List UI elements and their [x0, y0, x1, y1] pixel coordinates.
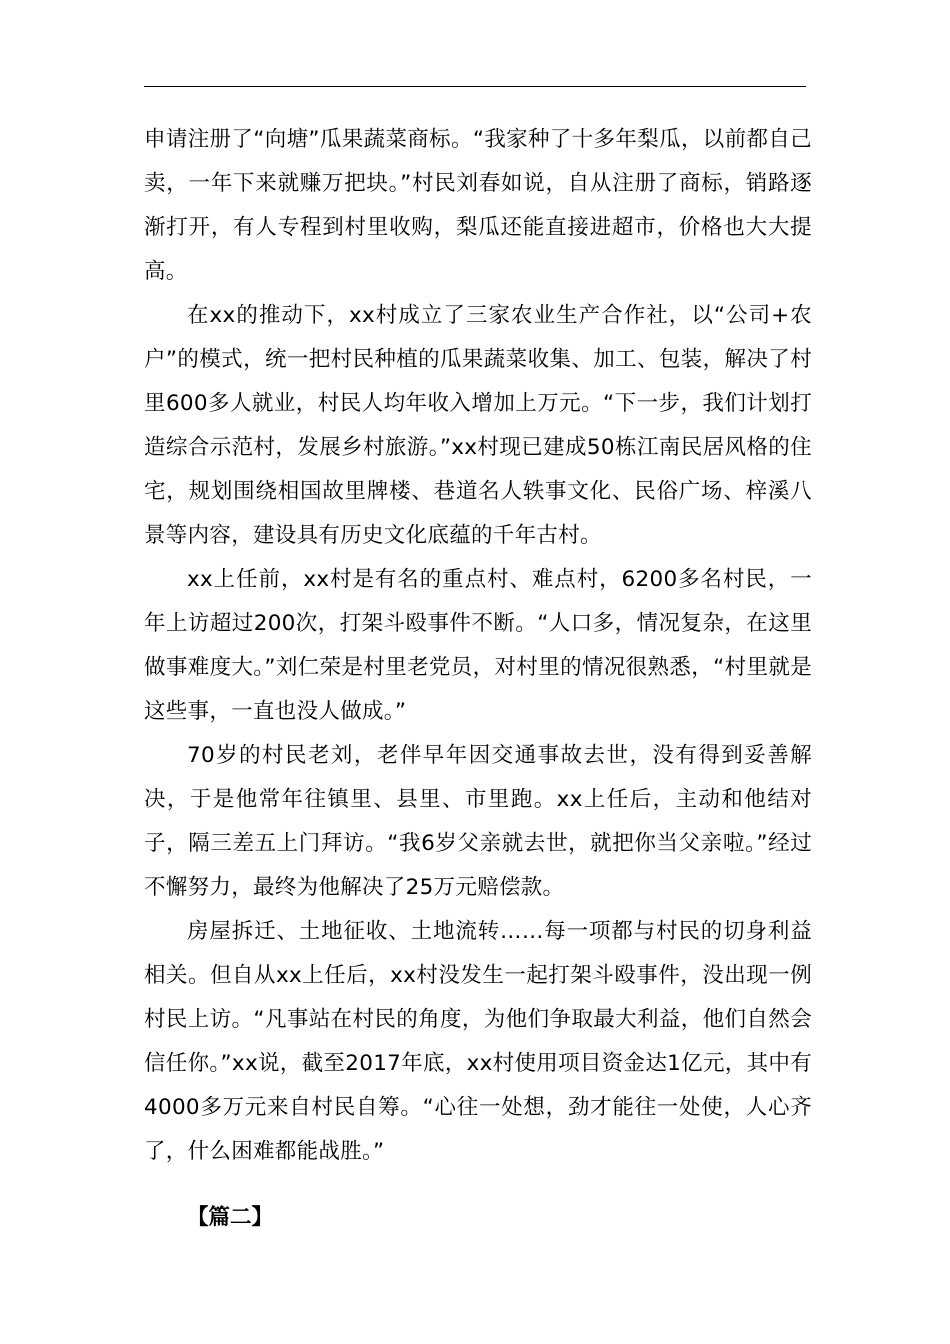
paragraph-5: 房屋拆迁、土地征收、土地流转……每一项都与村民的切身利益相关。但自从xx上任后，xx村没发生一起打架斗殴事件，没出现一例村民上访。“凡事站在村民的角度，为他们争取最大利益，他们自然会信任你。”xx说，截至2017年底，xx村使用项目资金达1亿元，其中有4000多万元来自村民自筹。“心往一处想，劲才能往一处使，人心齐了，什么困难都能战胜。” [144, 919, 812, 1164]
section-heading: 【篇二】 [187, 1205, 274, 1230]
document-body [144, 118, 812, 1240]
header-rule [144, 86, 806, 87]
paragraph-4: 70岁的村民老刘，老伴早年因交通事故去世，没有得到妥善解决，于是他常年往镇里、县里、市里跑。xx上任后，主动和他结对子，隔三差五上门拜访。“我6岁父亲就去世，就把你当父亲啦。”经过不懈努力，最终为他解决了25万元赔偿款。 [144, 743, 812, 900]
paragraph-3: xx上任前，xx村是有名的重点村、难点村，6200多名村民，一年上访超过200次，打架斗殴事件不断。“人口多，情况复杂，在这里做事难度大。”刘仁荣是村里老党员，对村里的情况很熟悉，“村里就是这些事，一直也没人做成。” [144, 567, 812, 724]
paragraph-2: 在xx的推动下，xx村成立了三家农业生产合作社，以“公司+农户”的模式，统一把村民种植的瓜果蔬菜收集、加工、包装，解决了村里600多人就业，村民人均年收入增加上万元。“下一步，我们计划打造综合示范村，发展乡村旅游。”xx村现已建成50栋江南民居风格的住宅，规划围绕相国故里牌楼、巷道名人轶事文化、民俗广场、梓溪八景等内容，建设具有历史文化底蕴的千年古村。 [144, 303, 812, 548]
paragraph-1: 申请注册了“向塘”瓜果蔬菜商标。“我家种了十多年梨瓜，以前都自己卖，一年下来就赚万把块。”村民刘春如说，自从注册了商标，销路逐渐打开，有人专程到村里收购，梨瓜还能直接进超市，价格也大大提高。 [144, 127, 812, 284]
